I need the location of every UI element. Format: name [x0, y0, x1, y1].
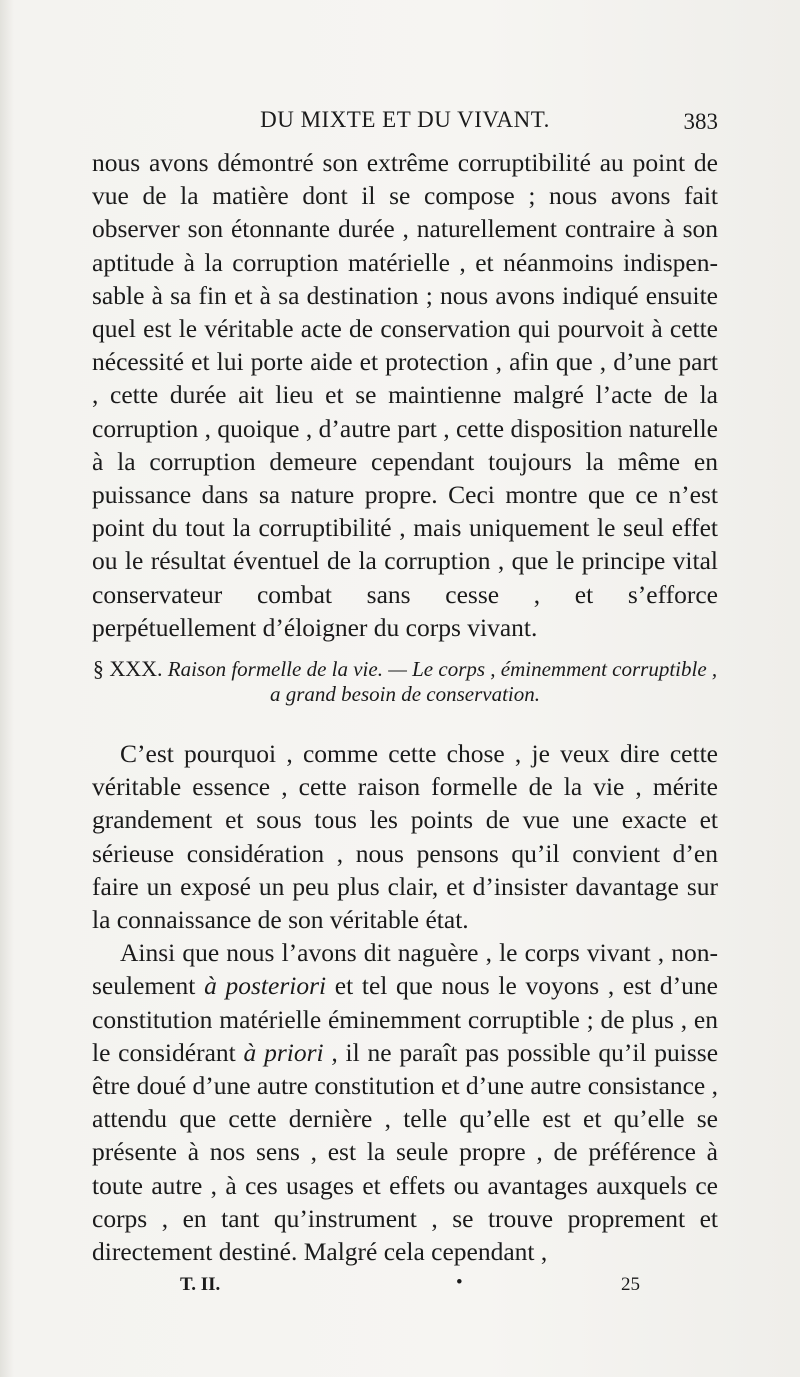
paragraph-2: C’est pourquoi , comme cette chose , je veux dire cette véritable essence , cette raison formelle de la vie , mérite grandement et sous tous les points de vue une exacte et sérieuse considération , nous pensons qu’il convient d’en faire un exposé un peu plus clair, et d’insister davantage sur la connaissance de son véritable état.	[92, 739, 718, 935]
section-heading	[92, 656, 718, 707]
footer-dot: •	[456, 1272, 463, 1293]
emphasis-a-posteriori: à posteriori	[204, 971, 327, 1001]
body-text	[92, 146, 718, 1268]
page-header	[92, 103, 718, 139]
section-title: Raison formelle de la vie. — Le corps , éminemment corruptible , a grand besoin de conservation.	[167, 657, 718, 707]
running-title: DU MIXTE ET DU VIVANT.	[260, 107, 550, 132]
volume-label: T. II.	[180, 1274, 221, 1295]
page-footer	[180, 1274, 640, 1304]
page-number: 383	[683, 109, 718, 134]
signature-mark: 25	[621, 1274, 640, 1295]
paragraph-3-part3: il ne paraît pas possible qu’il puisse être doué d’une autre constitution et d’une autre consistance , attendu que cette dernière , telle qu’elle est et qu’elle se présente à nos sens , est la seule propre , de préférence à toute autre , à ces usages et effets ou avantages auxquels ce corps , en tant qu’instrument , se trouve proprement et directement destiné. Malgré cela cependant ,	[92, 1037, 719, 1267]
emphasis-a-priori: à priori ,	[243, 1037, 338, 1067]
section-number: § XXX.	[92, 656, 163, 682]
paragraph-3	[92, 936, 718, 1268]
paragraph-3-part1: Ainsi que nous l’avons dit naguère , le corps vivant , non-seulement	[92, 938, 718, 1001]
paragraph-1: nous avons démontré son extrême corruptibilité au point de vue de la matière dont il se compose ; nous avons fait observer son étonnante durée , naturellement contraire à son aptitude à la corruption matérielle , et néanmoins indispensable à sa fin et à sa destination ; nous avons indiqué ensuite quel est le véritable acte de conservation qui pourvoit à cette nécessité et lui porte aide et protection , afin que , d’une part , cette durée ait lieu et se maintienne malgré l’acte de la corruption , quoique , d’autre part , cette disposition naturelle à la corruption demeure cependant toujours la même en puissance dans sa nature propre. Ceci montre que ce n’est point du tout la corruptibilité , mais uniquement le seul effet ou le résultat éventuel de la corruption , que le principe vital conservateur combat sans cesse , et s’efforce perpétuellement d’éloigner du corps vivant.	[92, 148, 718, 642]
paragraph-3-part2: et tel que nous le voyons , est d’une constitution matérielle éminemment corruptible ; de plus , en le considérant	[92, 971, 718, 1067]
